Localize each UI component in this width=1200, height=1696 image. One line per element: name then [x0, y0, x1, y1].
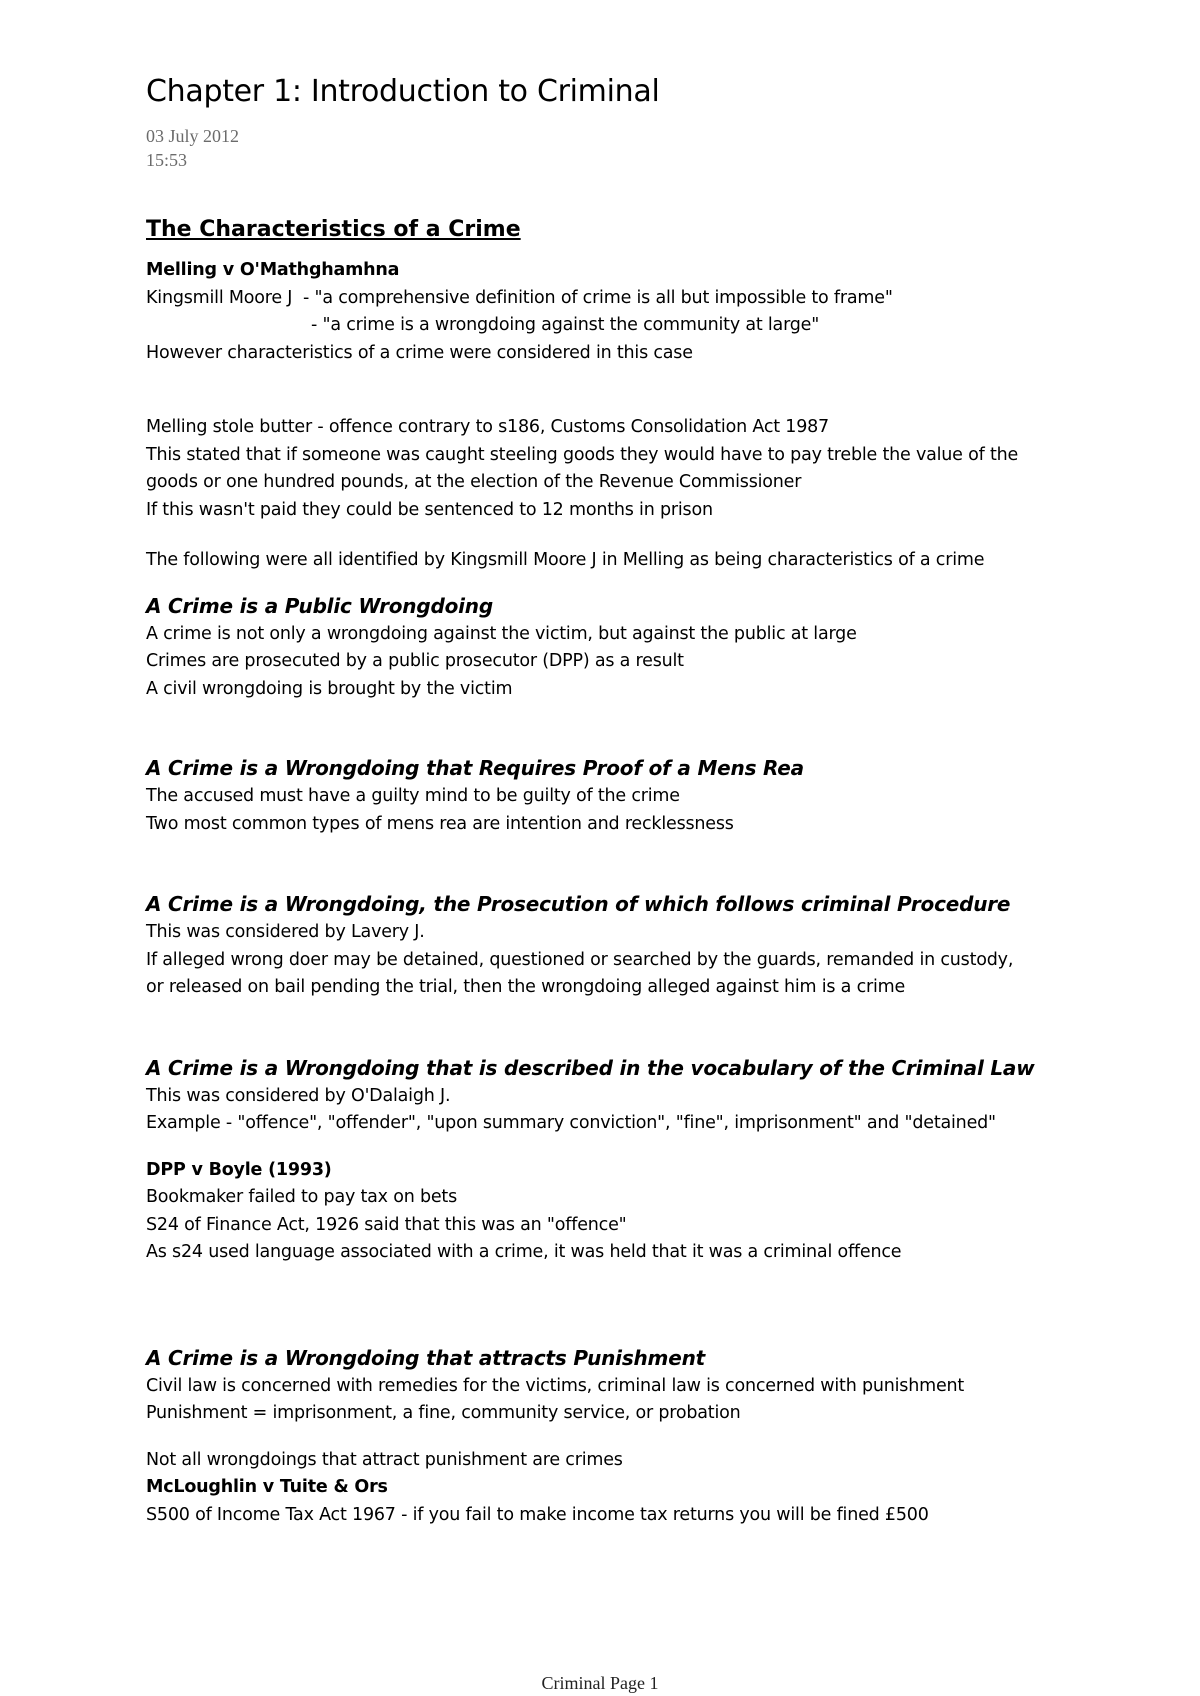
text-line: or released on bail pending the trial, then the wrongdoing alleged against him is a crime: [146, 977, 906, 997]
text-line: This stated that if someone was caught steeling goods they would have to pay treble the value of the: [146, 444, 1019, 465]
text-line: If this wasn't paid they could be sentenced to 12 months in prison: [146, 499, 713, 520]
text-line: Crimes are prosecuted by a public prosecutor (DPP) as a result: [146, 651, 684, 671]
vocabulary-block: [146, 1053, 1126, 1267]
public-block: [146, 591, 1126, 704]
page-content: [146, 72, 1126, 1529]
text-line: S500 of Income Tax Act 1967 - if you fail to make income tax returns you will be fined £500: [146, 1504, 929, 1525]
text-line: Example - "offence", "offender", "upon summary conviction", "fine", imprisonment" and "detained": [146, 1113, 996, 1133]
case-name-melling: Melling v O'Mathghamhna: [146, 260, 400, 280]
text-line: The following were all identified by Kingsmill Moore J in Melling as being characteristics of a crime: [146, 550, 985, 570]
text-line: This was considered by Lavery J.: [146, 922, 425, 942]
quote-line: - "a crime is a wrongdoing against the community at large": [311, 315, 820, 335]
text-line: Bookmaker failed to pay tax on bets: [146, 1187, 458, 1207]
text-line: S24 of Finance Act, 1926 said that this was an "offence": [146, 1214, 627, 1235]
note-metadata: [146, 124, 1126, 172]
subheading: A Crime is a Wrongdoing that is described in the vocabulary of the Criminal Law: [146, 1055, 1035, 1080]
mensrea-block: [146, 753, 1126, 838]
text-line: Civil law is concerned with remedies for the victims, criminal law is concerned with punishment: [146, 1375, 965, 1396]
text-line: goods or one hundred pounds, at the election of the Revenue Commissioner: [146, 472, 802, 492]
section-title: The Characteristics of a Crime: [146, 217, 521, 242]
subheading: A Crime is a Wrongdoing, the Prosecution of which follows criminal Procedure: [146, 892, 1011, 916]
subheading: A Crime is a Wrongdoing that attracts Punishment: [146, 1345, 705, 1370]
text-line: A civil wrongdoing is brought by the victim: [146, 678, 513, 699]
text-line: The accused must have a guilty mind to be guilty of the crime: [146, 786, 680, 806]
text-line: However characteristics of a crime were considered in this case: [146, 342, 693, 363]
text-line: Two most common types of mens rea are intention and recklessness: [146, 813, 734, 834]
page-title: Chapter 1: Introduction to Criminal: [146, 74, 660, 109]
note-date: 03 July 2012: [146, 126, 240, 146]
case-name-boyle: DPP v Boyle (1993): [146, 1159, 332, 1180]
text-line: If alleged wrong doer may be detained, questioned or searched by the guards, remanded in custody,: [146, 949, 1014, 970]
melling-block: [146, 257, 1126, 575]
text-line: As s24 used language associated with a crime, it was held that it was a criminal offence: [146, 1242, 902, 1262]
punishment-block: [146, 1343, 1126, 1530]
subheading: A Crime is a Public Wrongdoing: [146, 593, 493, 618]
note-time: 15:53: [146, 150, 188, 170]
procedure-block: [146, 889, 1126, 1002]
case-name-mcloughlin: McLoughlin v Tuite & Ors: [146, 1477, 388, 1497]
page-footer: Criminal Page 1: [541, 1673, 659, 1693]
text-line: Melling stole butter - offence contrary to s186, Customs Consolidation Act 1987: [146, 417, 829, 437]
text-line: This was considered by O'Dalaigh J.: [146, 1085, 451, 1106]
text-line: A crime is not only a wrongdoing against the victim, but against the public at large: [146, 623, 857, 644]
quote-line: Kingsmill Moore J - "a comprehensive definition of crime is all but impossible to frame": [146, 287, 893, 308]
text-line: Punishment = imprisonment, a fine, community service, or probation: [146, 1403, 741, 1423]
text-line: Not all wrongdoings that attract punishment are crimes: [146, 1449, 623, 1470]
subheading: A Crime is a Wrongdoing that Requires Proof of a Mens Rea: [146, 756, 804, 780]
